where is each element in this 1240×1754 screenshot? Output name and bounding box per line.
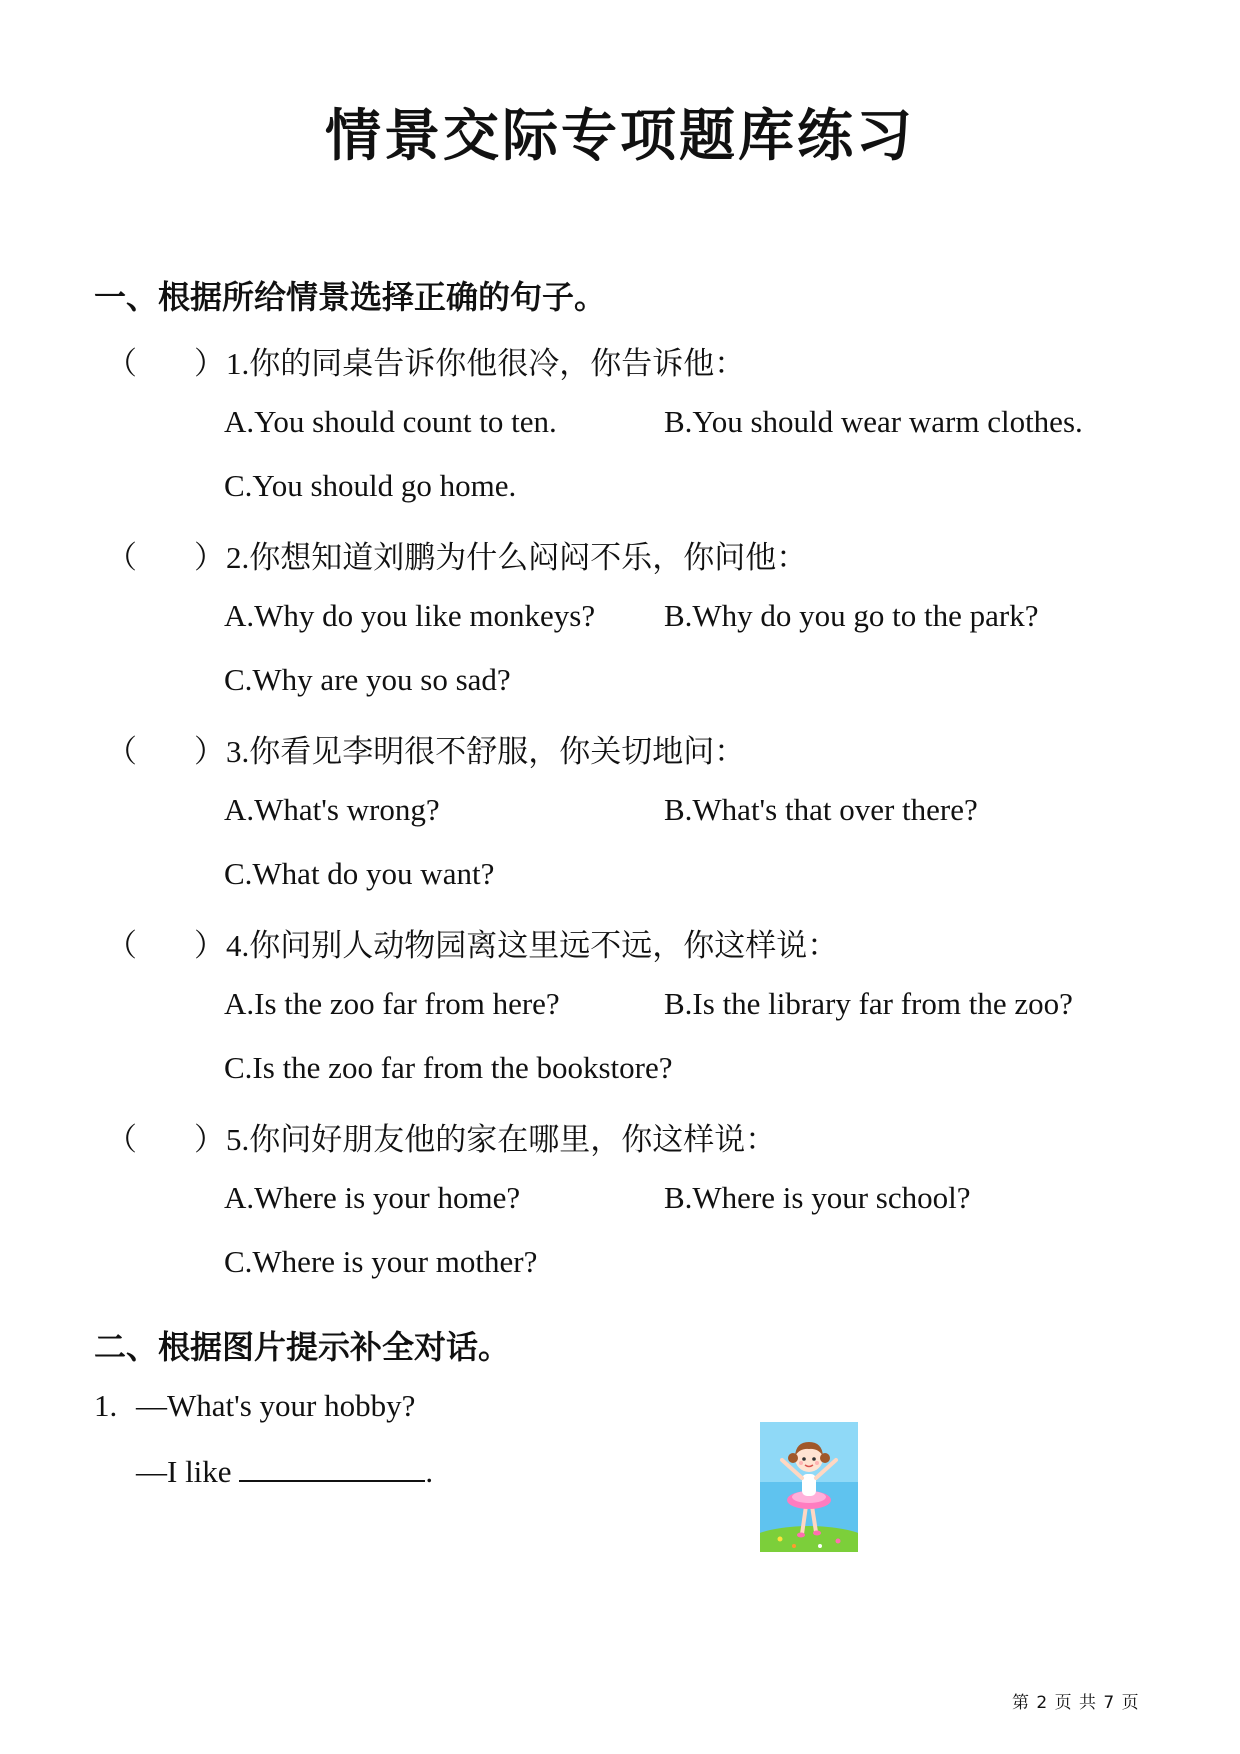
answer-paren-left: （ [106, 346, 137, 381]
answer-paren-right: ） [194, 1122, 225, 1157]
question-3-text: 3.你看见李明很不舒服，你关切地问： [226, 734, 746, 769]
answer-paren-left: （ [106, 928, 137, 963]
answer-paren-left: （ [106, 1122, 137, 1157]
question-4-text: 4.你问别人动物园离这里远不远，你这样说： [226, 928, 839, 963]
answer-paren-left: （ [106, 734, 137, 769]
answer-paren-right: ） [194, 928, 225, 963]
question-2-text: 2.你想知道刘鹏为什么闷闷不乐，你问他： [226, 540, 808, 575]
question-5-option-c: C.Where is your mother? [224, 1244, 538, 1279]
question-2-option-a: A.Why do you like monkeys? [224, 598, 596, 633]
answer-paren-right: ） [194, 540, 225, 575]
question-3-option-b: B.What's that over there? [664, 792, 978, 827]
answer-paren-right: ） [194, 734, 225, 769]
question-4-option-a: A.Is the zoo far from here? [224, 986, 560, 1021]
question-3-option-c: C.What do you want? [224, 856, 495, 891]
dialogue-1-number: 1. [94, 1388, 118, 1423]
answer-blank[interactable] [239, 1452, 425, 1482]
question-5-text: 5.你问好朋友他的家在哪里，你这样说： [226, 1122, 777, 1157]
question-4-option-c: C.Is the zoo far from the bookstore? [224, 1050, 673, 1085]
dialogue-1-answer-suffix: . [425, 1454, 434, 1489]
page-number: 第 2 页 共 7 页 [1012, 1693, 1140, 1713]
dialogue-1-answer-prefix: —I like [136, 1454, 232, 1489]
answer-paren-right: ） [194, 346, 225, 381]
question-1-option-c: C.You should go home. [224, 468, 517, 503]
question-1-option-b: B.You should wear warm clothes. [664, 404, 1083, 439]
question-2-option-c: C.Why are you so sad? [224, 662, 511, 697]
question-1-text: 1.你的同桌告诉你他很冷，你告诉他： [226, 346, 746, 381]
question-4-option-b: B.Is the library far from the zoo? [664, 986, 1073, 1021]
section-2-heading: 二、根据图片提示补全对话。 [94, 1328, 511, 1366]
answer-paren-left: （ [106, 540, 137, 575]
question-1-option-a: A.You should count to ten. [224, 404, 557, 439]
question-5-option-a: A.Where is your home? [224, 1180, 521, 1215]
section-1-heading: 一、根据所给情景选择正确的句子。 [94, 278, 607, 316]
page-title: 情景交际专项题库练习 [325, 103, 915, 169]
question-2-option-b: B.Why do you go to the park? [664, 598, 1039, 633]
ballet-girl-picture [760, 1422, 858, 1552]
question-3-option-a: A.What's wrong? [224, 792, 440, 827]
question-5-option-b: B.Where is your school? [664, 1180, 971, 1215]
dialogue-1-question: —What's your hobby? [136, 1388, 416, 1423]
dialogue-1-answer [136, 1452, 433, 1490]
